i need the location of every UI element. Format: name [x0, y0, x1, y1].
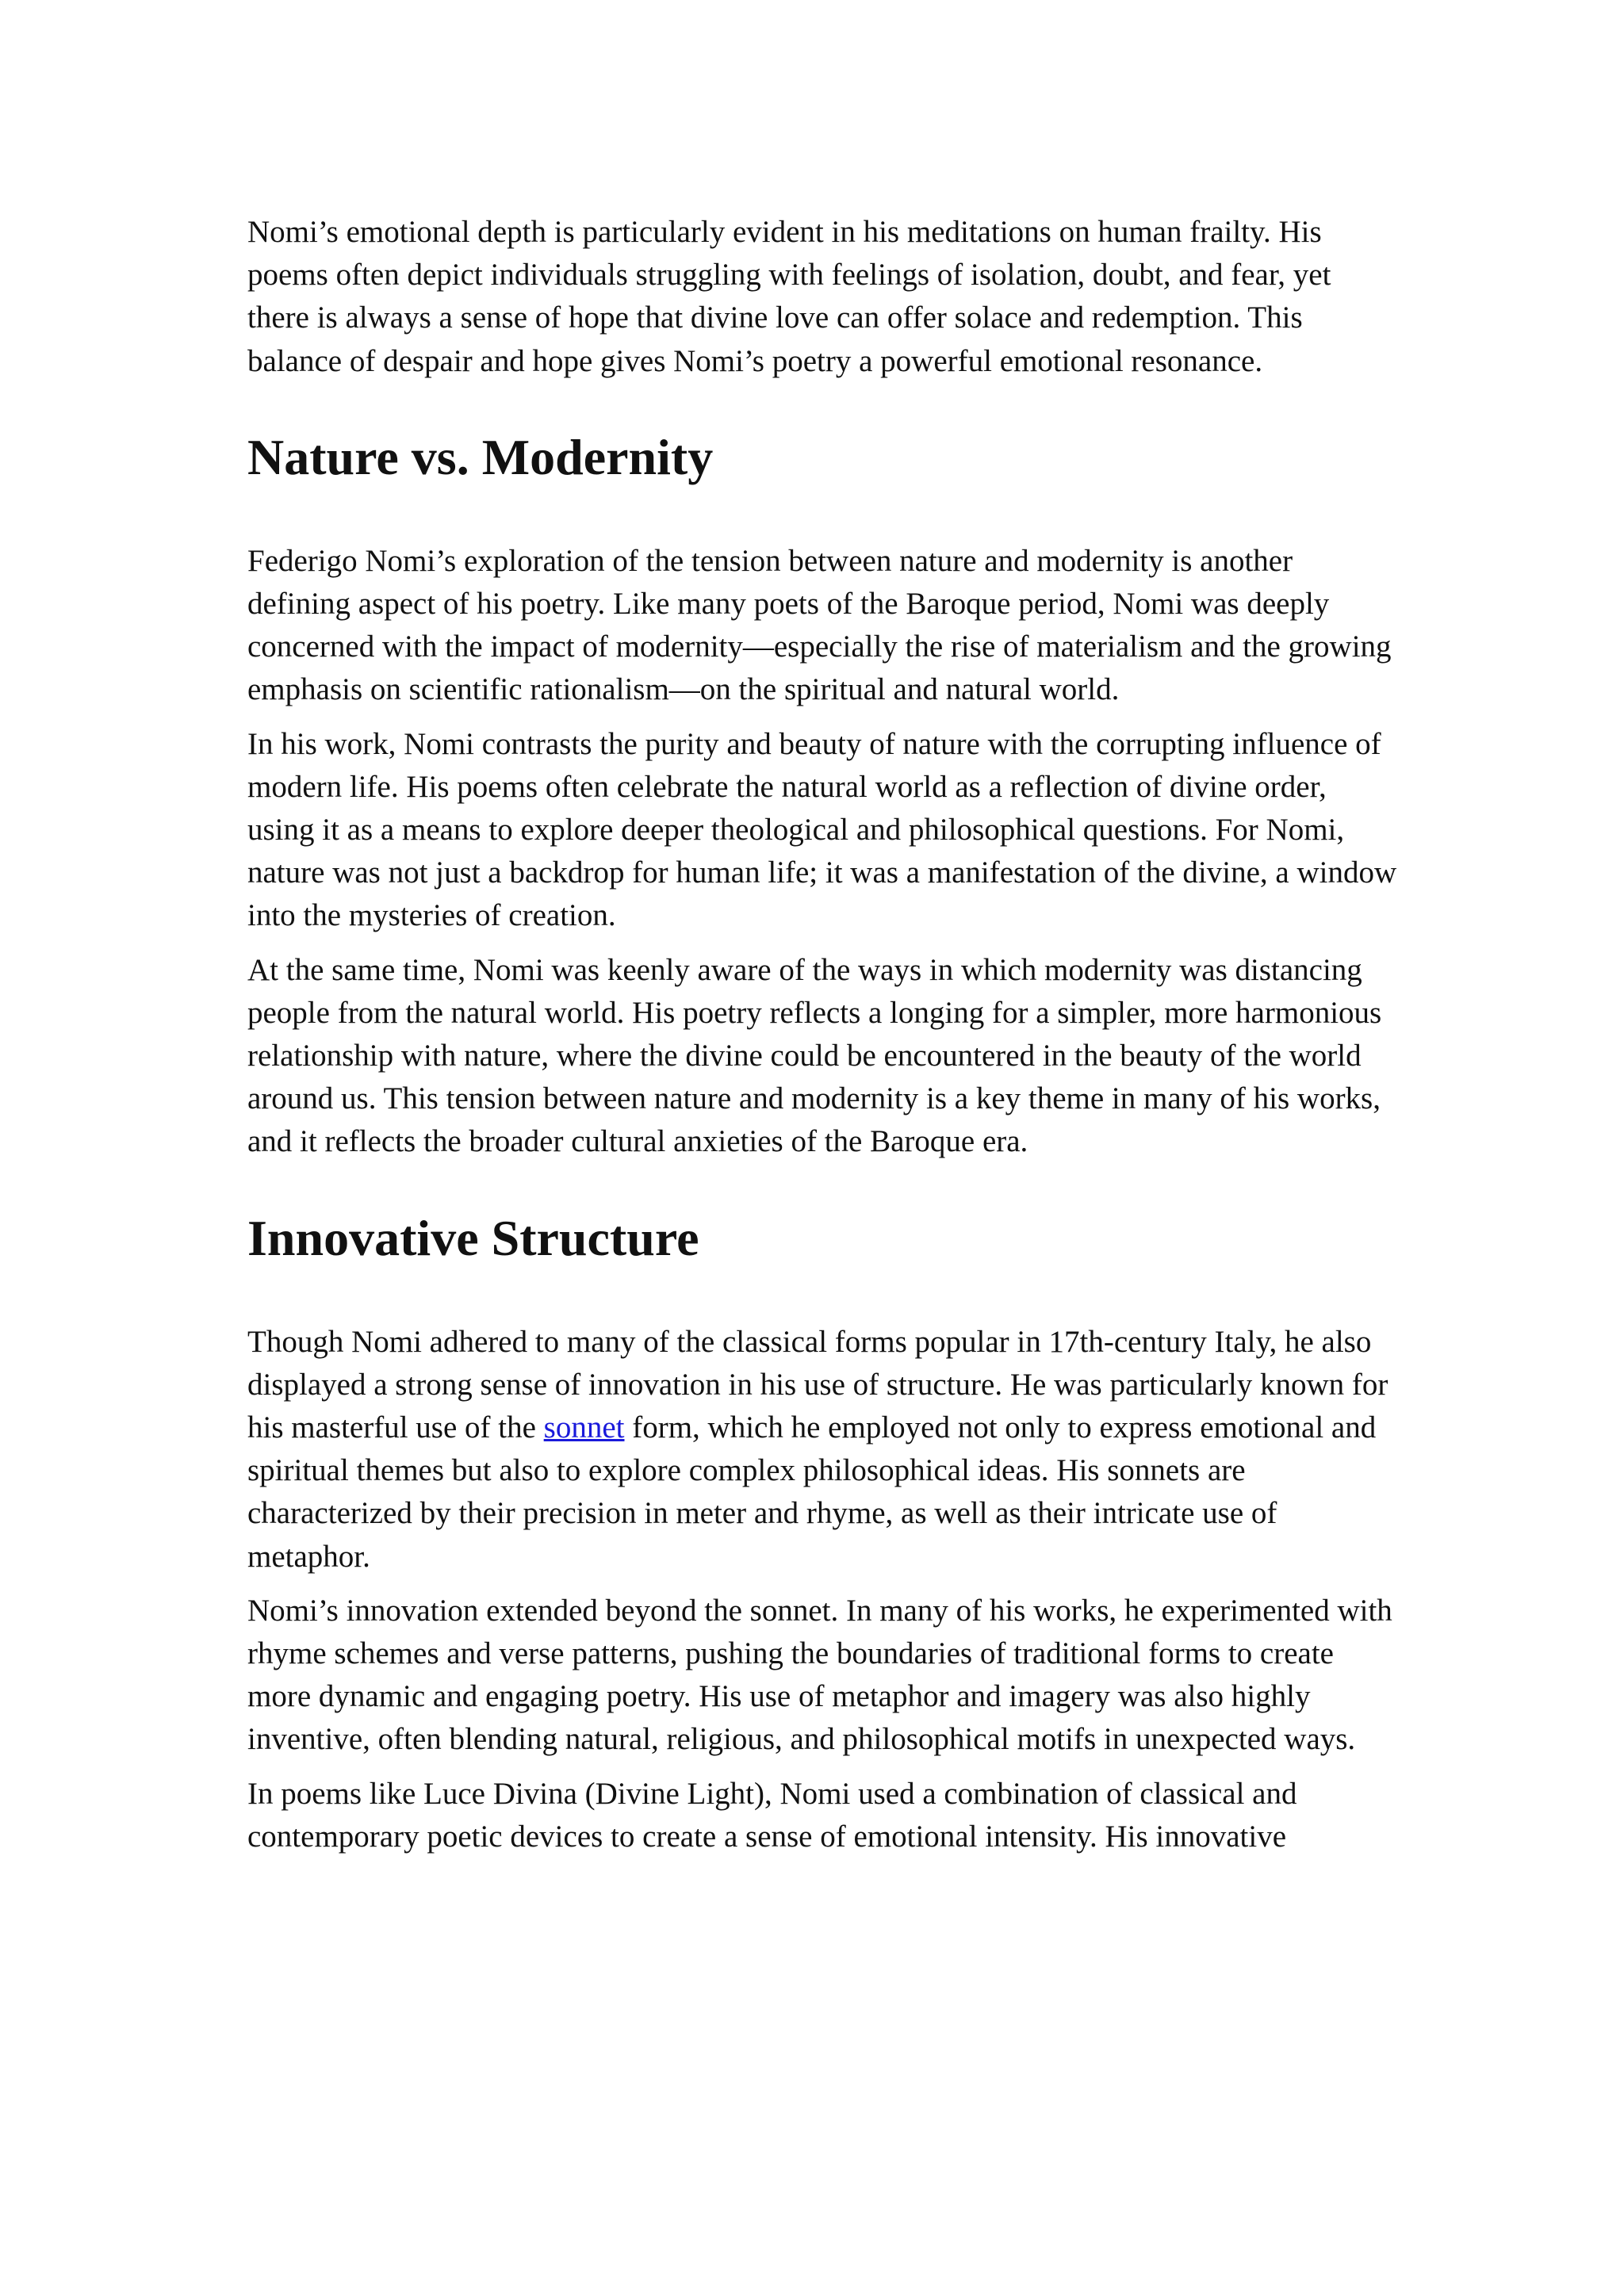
paragraph: [247, 1321, 1397, 1578]
paragraph-text: form, which he employed not only to express emotional and spiritual themes but also to explore complex philosophical ideas. His sonnets are characterized by their precision in meter and rhyme, as well as their intricate use of metaphor.: [247, 1410, 1377, 1574]
paragraph: In his work, Nomi contrasts the purity and beauty of nature with the corrupting influence of modern life. His poems often celebrate the natural world as a reflection of divine order, using it as a means to explore deeper theological and philosophical questions. For Nomi, nature was not just a backdrop for human life; it was a manifestation of the divine, a window into the mysteries of creation.: [247, 726, 1397, 933]
paragraph: In poems like Luce Divina (Divine Light), Nomi used a combination of classical and contemporary poetic devices to create a sense of emotional intensity. His innovative: [247, 1776, 1297, 1854]
document-page: [247, 211, 1397, 1869]
section-heading-nature-vs-modernity: Nature vs. Modernity: [247, 428, 714, 485]
paragraph: Federigo Nomi’s exploration of the tension between nature and modernity is another defining aspect of his poetry. Like many poets of the Baroque period, Nomi was deeply concerned with the impact of modernity—especially the rise of materialism and the growing emphasis on scientific rationalism—on the spiritual and natural world.: [247, 543, 1392, 707]
paragraph: At the same time, Nomi was keenly aware of the ways in which modernity was distancing people from the natural world. His poetry reflects a longing for a simpler, more harmonious relationship with nature, where the divine could be encountered in the beauty of the world around us. This tension between nature and modernity is a key theme in many of his works, and it reflects the broader cultural anxieties of the Baroque era.: [247, 952, 1382, 1159]
sonnet-link[interactable]: sonnet: [543, 1410, 625, 1445]
paragraph-text: Though Nomi adhered to many of the classical forms popular in 17th-century Italy, he also displayed a strong sense of innovation in his use of structure. He was particularly known for his masterful use of the: [247, 1324, 1388, 1445]
paragraph: Nomi’s innovation extended beyond the sonnet. In many of his works, he experimented with rhyme schemes and verse patterns, pushing the boundaries of traditional forms to create more dynamic and engaging poetry. His use of metaphor and imagery was also highly inventive, often blending natural, religious, and philosophical motifs in unexpected ways.: [247, 1593, 1392, 1757]
section-heading-innovative-structure: Innovative Structure: [247, 1209, 699, 1266]
paragraph: Nomi’s emotional depth is particularly evident in his meditations on human frailty. His poems often depict individuals struggling with feelings of isolation, doubt, and fear, yet there is always a sense of hope that divine love can offer solace and redemption. This balance of despair and hope gives Nomi’s poetry a powerful emotional resonance.: [247, 215, 1331, 378]
